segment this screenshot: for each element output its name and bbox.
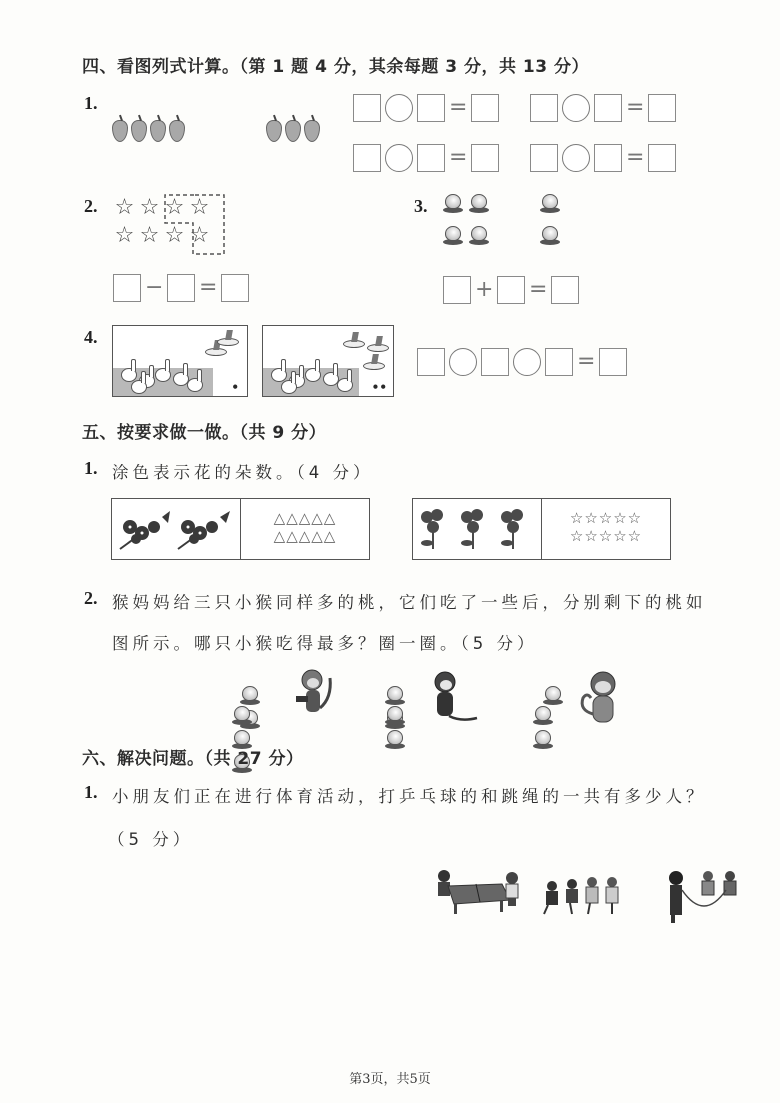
ping-pong-illustration [432, 866, 522, 916]
equals-sign: = [199, 275, 218, 300]
answer-box[interactable] [530, 144, 558, 172]
flying-goose-icon [343, 340, 365, 348]
star-row[interactable]: ☆☆☆☆☆ [569, 509, 643, 527]
operator-circle[interactable] [449, 348, 477, 376]
peach-icon [443, 226, 463, 246]
triangle-row[interactable]: △△△△△ [273, 527, 337, 545]
question-number: 3. [414, 196, 428, 216]
star-row[interactable]: ☆☆☆☆☆ [569, 527, 643, 545]
star-icon: ☆ [139, 195, 160, 220]
peach-icon [540, 194, 560, 214]
question-number: 1. [84, 782, 98, 802]
flying-goose-icon [205, 348, 227, 356]
pear-icon [150, 120, 166, 142]
peach-group-left [443, 194, 495, 250]
peach-icon [543, 686, 563, 706]
pear-icon [169, 120, 185, 142]
peach-icon [533, 730, 553, 750]
answer-box[interactable] [551, 276, 579, 304]
star-icon: ☆ [164, 195, 185, 220]
flower-picture-cell-1 [111, 498, 241, 560]
peach-icon [469, 226, 489, 246]
equation-row [353, 144, 499, 172]
equation-row [443, 276, 579, 304]
equation-row [530, 94, 676, 122]
pear-icon [285, 120, 301, 142]
pear-group-left [112, 120, 188, 146]
question-number: 1. [84, 93, 98, 113]
flower-plant-icon [413, 499, 539, 557]
peach-icon [385, 686, 405, 706]
star-icon: ☆ [164, 223, 185, 248]
monkey-icon [431, 670, 479, 726]
dot-marker: •• [371, 380, 387, 394]
monkey-icon [575, 670, 625, 728]
equation-row [417, 348, 627, 376]
peach-icon [240, 686, 260, 706]
question-text-line1: 猴妈妈给三只小猴同样多的桃，它们吃了一些后，分别剩下的桃如 [112, 593, 707, 612]
dot-marker: • [231, 380, 239, 394]
jump-rope-illustration [664, 866, 744, 926]
operator-circle[interactable] [562, 144, 590, 172]
answer-box[interactable] [417, 144, 445, 172]
goose-icon [155, 368, 171, 382]
picture-geese-2 [262, 325, 394, 397]
question-text-line2: （5 分） [108, 830, 194, 849]
answer-box[interactable] [417, 348, 445, 376]
equals-sign: = [449, 145, 468, 170]
answer-box[interactable] [471, 94, 499, 122]
flower-branch-icon [112, 499, 238, 557]
answer-box[interactable] [167, 274, 195, 302]
peach-icon [385, 730, 405, 750]
star-icon: ☆ [114, 195, 135, 220]
goose-icon [337, 378, 353, 392]
answer-box[interactable] [471, 144, 499, 172]
question-text-line1: 小朋友们正在进行体育活动，打乒乓球的和跳绳的一共有多少人？ [112, 787, 707, 806]
pear-icon [266, 120, 282, 142]
equals-sign: = [626, 145, 645, 170]
minus-sign: − [145, 275, 164, 300]
page-footer: 第3页，共5页 [349, 1072, 431, 1087]
peach-icon [540, 226, 560, 246]
question-text: 涂色表示花的朵数。（4 分） [112, 463, 374, 482]
answer-box[interactable] [530, 94, 558, 122]
peach-icon [533, 706, 553, 726]
peach-icon [443, 194, 463, 214]
plus-sign: + [475, 277, 494, 302]
answer-box[interactable] [113, 274, 141, 302]
equation-row [113, 274, 249, 302]
operator-circle[interactable] [513, 348, 541, 376]
answer-box[interactable] [221, 274, 249, 302]
question-number: 2. [84, 196, 98, 216]
equals-sign: = [449, 95, 468, 120]
peach-icon [232, 706, 252, 726]
peach-icon [469, 194, 489, 214]
operator-circle[interactable] [385, 94, 413, 122]
answer-box[interactable] [443, 276, 471, 304]
monkey-icon [296, 668, 340, 724]
question-number: 2. [84, 588, 98, 608]
pear-icon [112, 120, 128, 142]
peach-group-right [540, 194, 566, 250]
equals-sign: = [626, 95, 645, 120]
goose-icon [305, 368, 321, 382]
peach-icon [385, 706, 405, 726]
answer-box[interactable] [594, 94, 622, 122]
shape-cell-1 [240, 498, 370, 560]
section-4-title: 四、看图列式计算。（第 1 题 4 分，其余每题 3 分，共 13 分） [82, 57, 589, 77]
pear-group-right [266, 120, 323, 146]
answer-box[interactable] [417, 94, 445, 122]
playing-children-illustration [540, 874, 630, 920]
answer-box[interactable] [648, 94, 676, 122]
picture-geese-1 [112, 325, 248, 397]
triangle-row[interactable]: △△△△△ [273, 509, 337, 527]
pear-icon [304, 120, 320, 142]
equation-row [530, 144, 676, 172]
answer-box[interactable] [353, 144, 381, 172]
answer-box[interactable] [353, 94, 381, 122]
star-icon: ☆ [114, 223, 135, 248]
flying-goose-icon [217, 338, 239, 346]
question-text-line2: 图所示。哪只小猴吃得最多？圈一圈。（5 分） [112, 634, 538, 653]
equals-sign: = [529, 277, 548, 302]
answer-box[interactable] [594, 144, 622, 172]
section-6-title: 六、解决问题。（共 27 分） [82, 749, 304, 769]
answer-box[interactable] [497, 276, 525, 304]
answer-box[interactable] [545, 348, 573, 376]
question-number: 1. [84, 458, 98, 478]
operator-circle[interactable] [385, 144, 413, 172]
pear-icon [131, 120, 147, 142]
question-number: 4. [84, 327, 98, 347]
operator-circle[interactable] [562, 94, 590, 122]
goose-icon [187, 378, 203, 392]
answer-box[interactable] [648, 144, 676, 172]
flying-goose-icon [367, 344, 389, 352]
dashed-selection-outline [160, 193, 230, 257]
goose-icon [131, 380, 147, 394]
star-icon: ☆ [189, 195, 210, 220]
goose-icon [281, 380, 297, 394]
star-icon: ☆ [189, 223, 210, 248]
equals-sign: = [577, 349, 596, 374]
answer-box[interactable] [599, 348, 627, 376]
answer-box[interactable] [481, 348, 509, 376]
star-icon: ☆ [139, 223, 160, 248]
flying-goose-icon [363, 362, 385, 370]
flower-picture-cell-2 [412, 498, 542, 560]
shape-cell-2 [541, 498, 671, 560]
equation-row [353, 94, 499, 122]
section-5-title: 五、按要求做一做。（共 9 分） [82, 423, 327, 443]
